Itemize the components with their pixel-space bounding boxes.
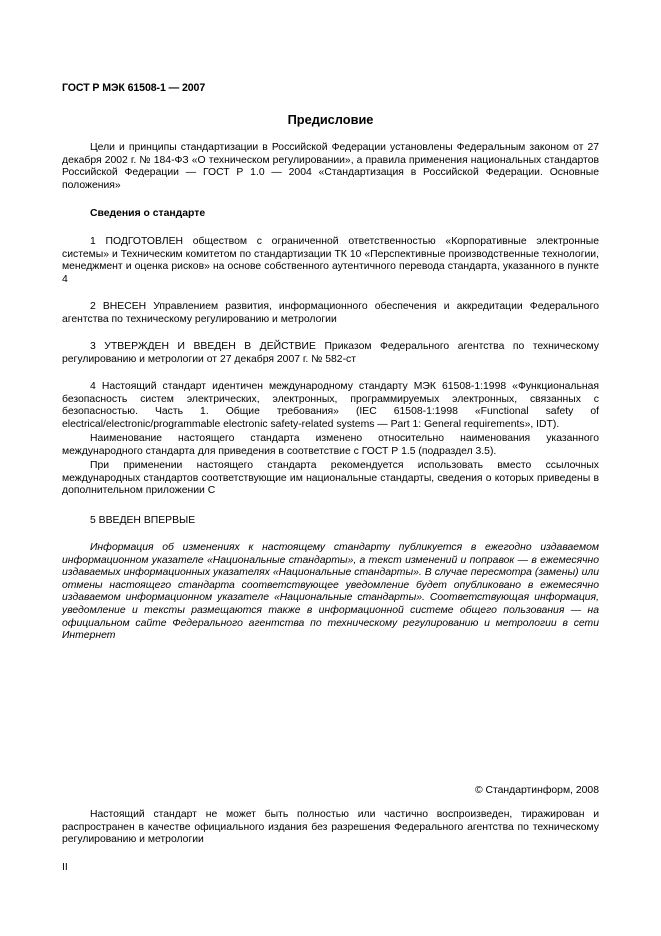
item-name-changed: Наименование настоящего стандарта изменено относительно наименования указанного международного стандарта для приведения в соответствие с ГОСТ Р 1.5 (подраздел 3.5). [62,433,599,457]
page-number: II [62,862,68,873]
document-id: ГОСТ Р МЭК 61508-1 — 2007 [62,82,206,94]
item-prepared: 1 ПОДГОТОВЛЕН обществом с ограниченной ответственностью «Корпоративные электронные системы» и Техническим комитетом по стандартизации ТК 10 «Перспективные производственные технологии, менеджмент и оценка рисков» на основе собственного аутентичного перевода стандарта, указанного в пункте 4 [62,236,599,285]
reproduction-notice: Настоящий стандарт не может быть полностью или частично воспроизведен, тиражирован и распространен в качестве официального издания без разрешения Федерального агентства по техническому регулированию и метрологии [62,809,599,846]
copyright: © Стандартинформ, 2008 [474,785,599,796]
item-references: При применении настоящего стандарта рекомендуется использовать вместо ссылочных международных стандартов соответствующие им национальные стандарты, сведения о которых приведены в дополнительном приложении С [62,460,599,497]
intro-paragraph: Цели и принципы стандартизации в Российской Федерации установлены Федеральным законом от 27 декабря 2002 г. № 184-ФЗ «О техническом регулировании», а правила применения национальных стандартов Российской Федерации — ГОСТ Р 1.0 — 2004 «Стандартизация в Российской Федерации. Основные положения» [62,142,599,191]
section-heading: Сведения о стандарте [90,208,206,219]
changes-notice: Информация об изменениях к настоящему стандарту публикуется в ежегодно издаваемом информационном указателе «Национальные стандарты», а текст изменений и поправок — в ежемесячно издаваемых информационных указателях «Национальные стандарты». В случае пересмотра (замены) или отмены настоящего стандарта соответствующее уведомление будет опубликовано в ежемесячно издаваемом информационном указателе «Национальные стандарты». Соответствующая информация, уведомление и тексты размещаются также в информационной системе общего пользования — на официальном сайте Федерального агентства по техническому регулированию и метрологии в сети Интернет [62,542,599,642]
item-approved: 3 УТВЕРЖДЕН И ВВЕДЕН В ДЕЙСТВИЕ Приказом Федерального агентства по техническому регулированию и метрологии от 27 декабря 2007 г. № 582-ст [62,341,599,365]
item-submitted: 2 ВНЕСЕН Управлением развития, информационного обеспечения и аккредитации Федерального агентства по техническому регулированию и метрологии [62,301,599,325]
page-title: Предисловие [287,112,374,127]
item-first-introduced: 5 ВВЕДЕН ВПЕРВЫЕ [90,515,196,526]
item-identical: 4 Настоящий стандарт идентичен международному стандарту МЭК 61508-1:1998 «Функциональная безопасность систем электрических, электронных, программируемых электронных, связанных с безопасностью. Часть 1. Общие требования» (IEC 61508-1:1998 «Functional safety of electrical/electronic/programmable electronic safety-related systems — Part 1: General requirements», IDT). [62,381,599,430]
